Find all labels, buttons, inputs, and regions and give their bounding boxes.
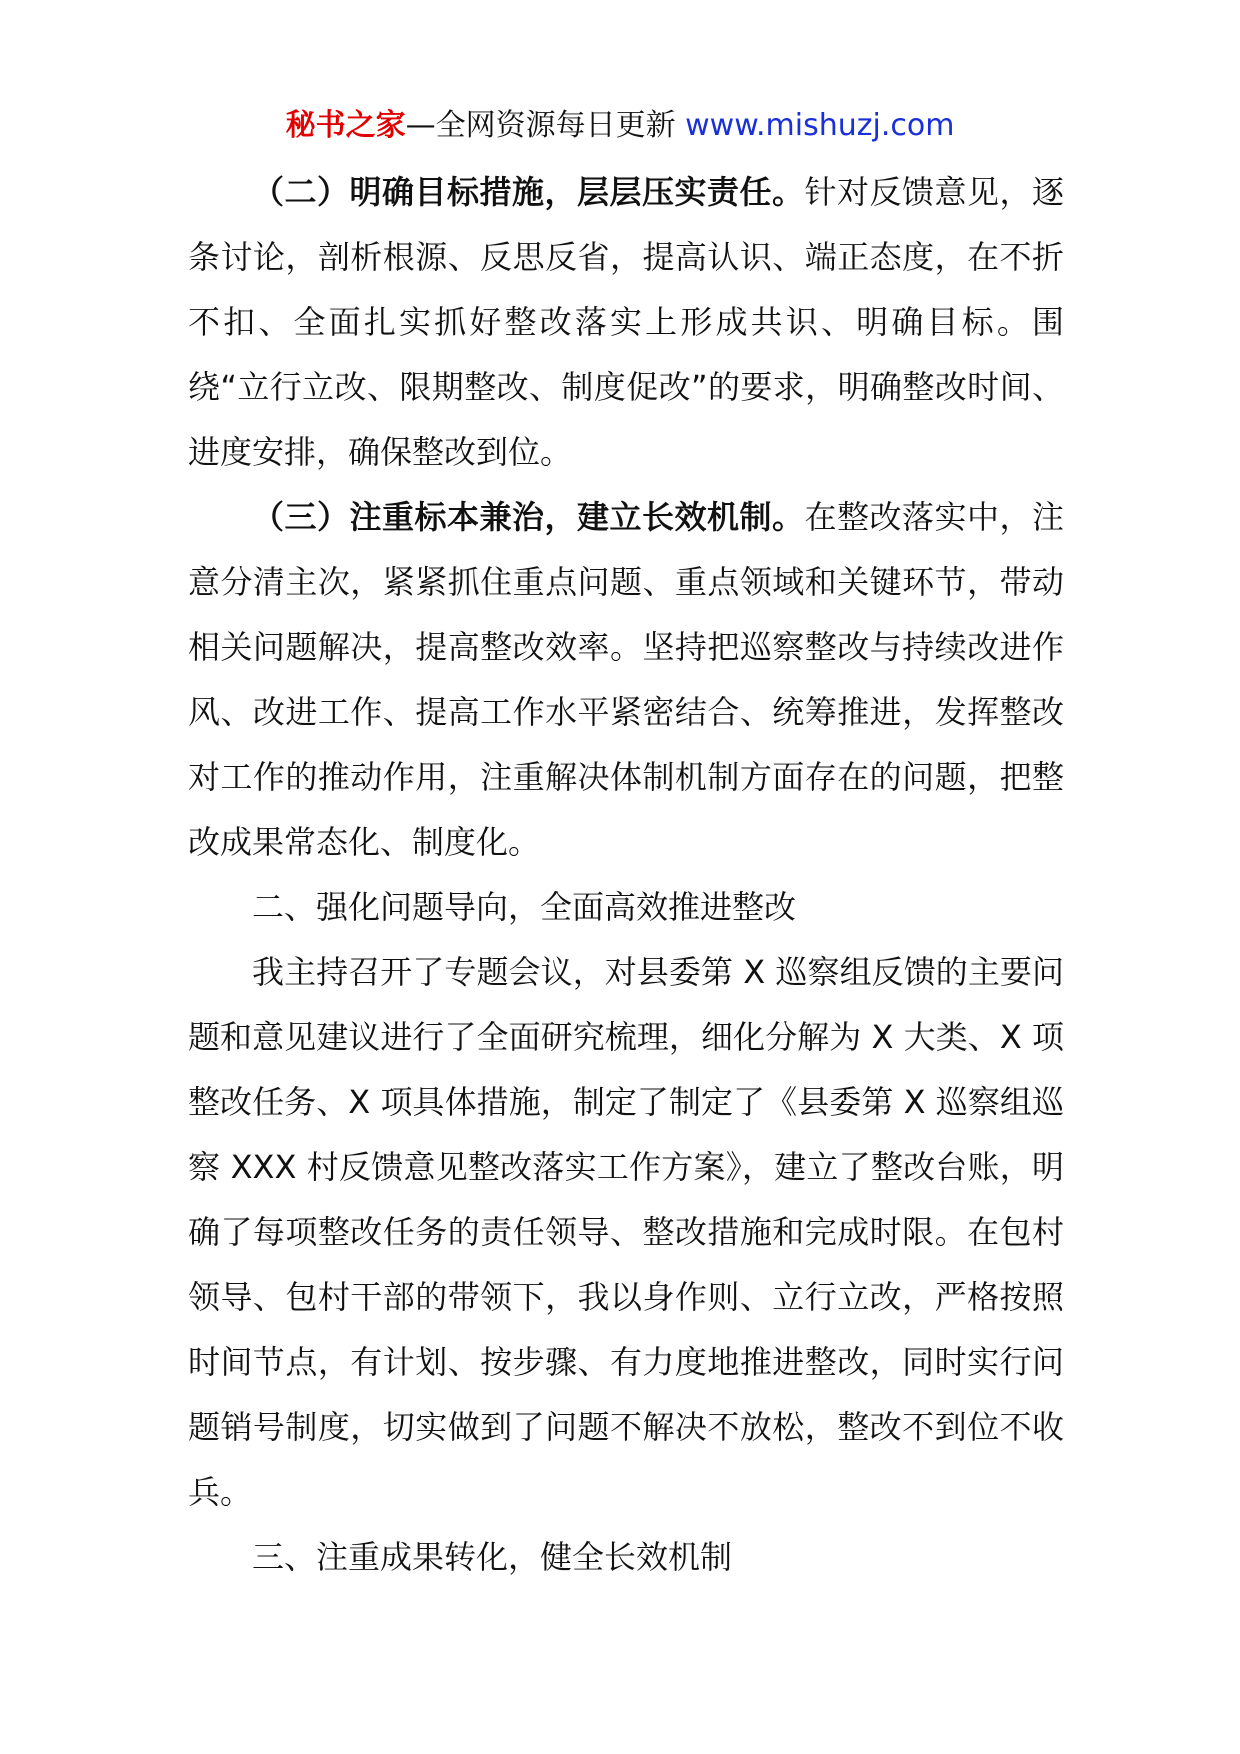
site-tagline: —全网资源每日更新 (405, 108, 676, 143)
document-body (188, 160, 1064, 1590)
paragraph-section-3 (188, 485, 1064, 875)
paragraph-text: 针对反馈意见，逐条讨论，剖析根源、反思反省，提高认识、端正态度，在不折不扣、全面扎实抓好整改落实上形成共识、明确目标。围绕“立行立改、限期整改、制度促改”的要求，明确整改时间、进度安排，确保整改到位。 (188, 173, 1064, 471)
site-url-link[interactable]: www.mishuzj.com (685, 108, 955, 143)
site-brand: 秘书之家 (285, 108, 406, 143)
paragraph-section-2 (188, 160, 1064, 485)
site-header (0, 104, 1240, 148)
section-heading-2: 二、强化问题导向，全面高效推进整改 (252, 888, 797, 926)
paragraph-lead: （三）注重标本兼治，建立长效机制。 (252, 498, 805, 536)
paragraph-body: 我主持召开了专题会议，对县委第 X 巡察组反馈的主要问题和意见建议进行了全面研究梳理，细化分解为 X 大类、X 项整改任务、X 项具体措施，制定了制定了《县委第 X 巡察组巡察 XXX 村反馈意见整改落实工作方案》，建立了整改台账，明确了每项整改任务的责任领导、整改措施和完成时限。在包村领导、包村干部的带领下，我以身作则、立行立改，严格按照时间节点，有计划、按步骤、有力度地推进整改，同时实行问题销号制度，切实做到了问题不解决不放松，整改不到位不收兵。 (188, 953, 1064, 1511)
section-heading-3: 三、注重成果转化，健全长效机制 (252, 1538, 733, 1576)
paragraph-text: 在整改落实中，注意分清主次，紧紧抓住重点问题、重点领域和关键环节，带动相关问题解决，提高整改效率。坚持把巡察整改与持续改进作风、改进工作、提高工作水平紧密结合、统筹推进，发挥整改对工作的推动作用，注重解决体制机制方面存在的问题，把整改成果常态化、制度化。 (188, 498, 1064, 861)
paragraph-lead: （二）明确目标措施，层层压实责任。 (252, 173, 805, 211)
